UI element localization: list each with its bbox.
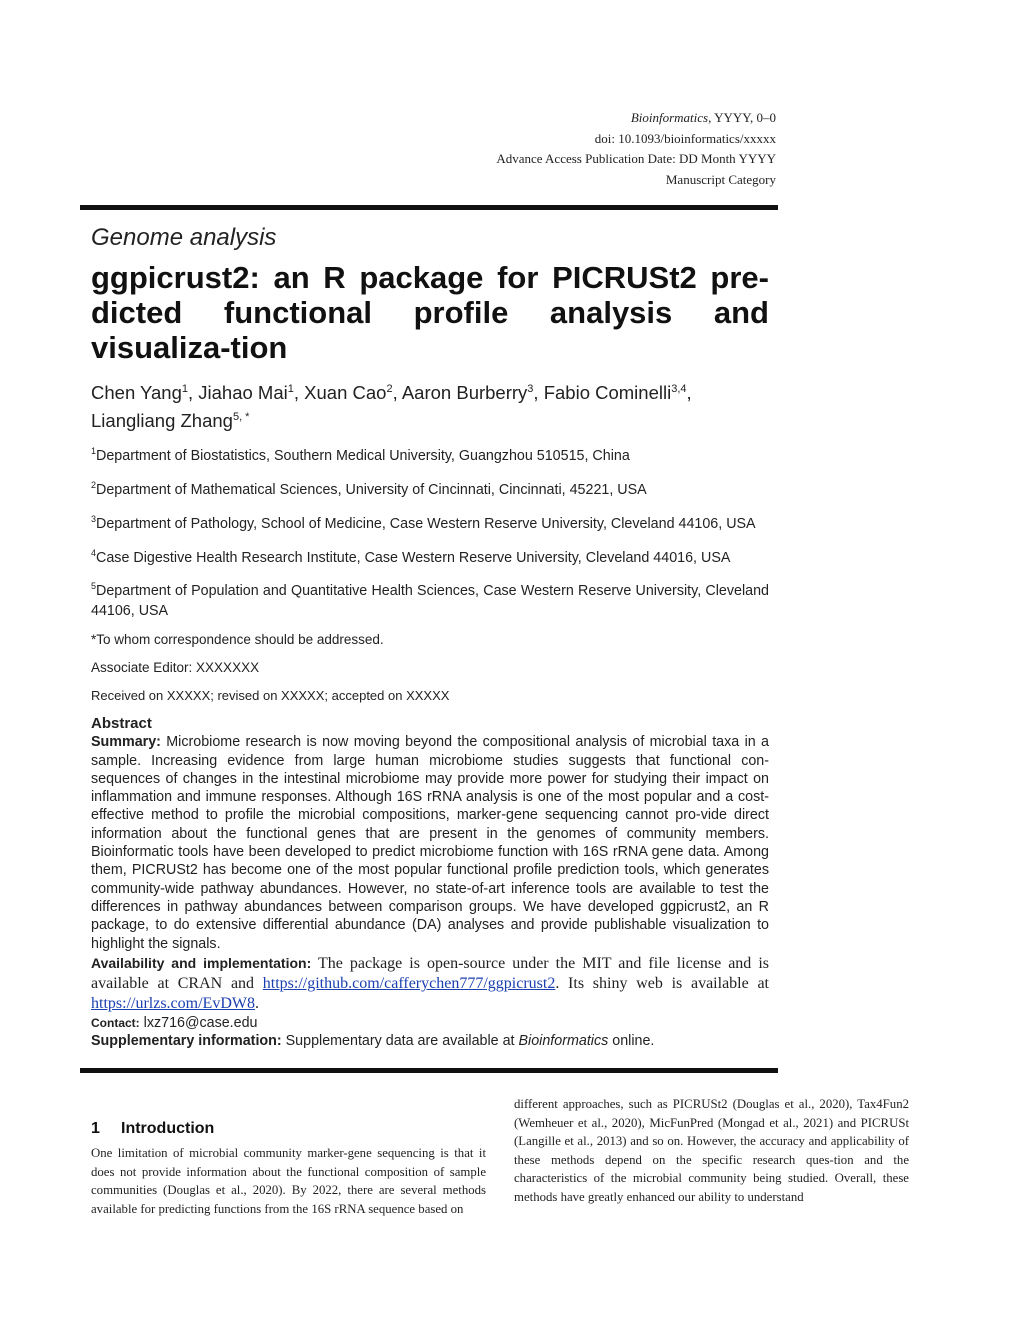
publication-date: Advance Access Publication Date: DD Month YYYY bbox=[496, 151, 776, 166]
abstract-heading: Abstract bbox=[91, 715, 152, 732]
affiliation: $^2$Department of Mathematical Sciences, University of Cincinnati, Cincinnati, 45221, USA bbox=[91, 480, 647, 498]
abstract-availability: Availability and implementation: The package is open-source under the MIT and file license and is available at CRAN and https://github.com/cafferychen777/ggpicrust2. Its shiny web is available at https://urlzs.com/EvDW8. bbox=[91, 954, 769, 1012]
affiliation: $^3$Department of Pathology, School of Medicine, Case Western Reserve University, Cleveland 44106, USA bbox=[91, 513, 756, 532]
correspondence-note: *To whom correspondence should be addressed. bbox=[91, 632, 384, 648]
author: Xuan Cao$^2$, bbox=[304, 382, 402, 404]
intro-paragraph-continued: different approaches, such as PICRUSt2 (Douglas et al., 2020), Tax4Fun2 (Wemheuer et al., 2020), MicFunPred (Mongad et al., 2021) and PICRUSt (Langille et al., 2013) and so on. However, the accuracy and applicability of these methods depend on the specific research ques-tion and the characteristics of the microbial community being studied. Overall, these methods have greatly enhanced our ability to understand bbox=[514, 1097, 909, 1204]
author: Aaron Burberry$^3$, bbox=[401, 382, 544, 404]
abstract bbox=[91, 715, 769, 1050]
intro-paragraph: One limitation of microbial community marker-gene sequencing is that it does not provide information about the functional composition of sample communities (Douglas et al., 2020). By 2022, there are several methods available for predicting functions from the 16S rRNA sequence based on bbox=[91, 1146, 486, 1216]
introduction-right-column bbox=[514, 1095, 909, 1207]
top-rule bbox=[80, 205, 778, 210]
affiliation: $^5$Department of Population and Quantitative Health Sciences, Case Western Reserve University, Cleveland 44106, USA bbox=[91, 581, 769, 620]
author: Chen Yang$^1$, bbox=[91, 382, 199, 404]
abstract-summary: Summary: Microbiome research is now moving beyond the compositional analysis of microbial taxa in a sample. Increasing evidence from large human microbiome studies suggests that functional con-sequences of changes in the intestinal microbiome may provide more power for studying their impact on inflammation and immune responses. Although 16S rRNA analysis is one of the most popular and a cost-effective method to profile the microbial compositions, marker-gene sequencing cannot pro-vide direct information about the functional genes that are present in the genomes of community members. Bioinformatic tools have been developed to predict microbiome function with 16S rRNA gene data. Among them, PICRUSt2 has become one of the most popular functional profile prediction tools, which generates community-wide pathway abundances. However, no state-of-art inference tools are available to test the differences in pathway abundances between comparison groups. We have developed ggpicrust2, an R package, to do extensive differential abundance (DA) analyses and provide publishable visualization to highlight the signals. bbox=[91, 734, 769, 952]
affiliation: $^1$Department of Biostatistics, Southern Medical University, Guangzhou 510515, China bbox=[91, 446, 630, 465]
bottom-rule bbox=[80, 1068, 778, 1073]
section-heading: 1 Introduction bbox=[91, 1120, 215, 1137]
shiny-link[interactable]: https://urlzs.com/EvDW8 bbox=[91, 994, 255, 1012]
author: Liangliang Zhang$^{5, *}$ bbox=[91, 410, 250, 432]
author: Jiahao Mai$^1$, bbox=[198, 382, 305, 404]
author: Fabio Cominelli$^{3,4}$, bbox=[543, 382, 692, 404]
manuscript-category: Manuscript Category bbox=[665, 171, 776, 187]
associate-editor: Associate Editor: XXXXXXX bbox=[91, 660, 260, 676]
paper-category: Genome analysis bbox=[91, 224, 277, 251]
journal-suffix: , YYYY, 0–0 bbox=[708, 110, 776, 125]
abstract-supplementary: Supplementary information: Supplementary data are available at Bioinformatics online. bbox=[91, 1033, 655, 1050]
introduction-left-column bbox=[91, 1120, 486, 1218]
received-dates: Received on XXXXX; revised on XXXXX; accepted on XXXXX bbox=[91, 688, 450, 704]
paper-title: ggpicrust2: an R package for PICRUSt2 pre-dicted functional profile analysis and visualiza-tion bbox=[91, 260, 769, 365]
header-meta bbox=[496, 108, 776, 190]
journal-line bbox=[496, 108, 776, 129]
github-link[interactable]: https://github.com/cafferychen777/ggpicrust2 bbox=[262, 974, 556, 992]
abstract-contact: Contact: lxz716@case.edu bbox=[91, 1014, 258, 1031]
journal-name: Bioinformatics bbox=[630, 110, 709, 125]
doi: doi: 10.1093/bioinformatics/xxxxx bbox=[594, 130, 776, 146]
title-block bbox=[91, 224, 769, 714]
author-list bbox=[91, 377, 769, 433]
affiliation: $^4$Case Digestive Health Research Institute, Case Western Reserve University, Cleveland 44016, USA bbox=[91, 547, 731, 566]
